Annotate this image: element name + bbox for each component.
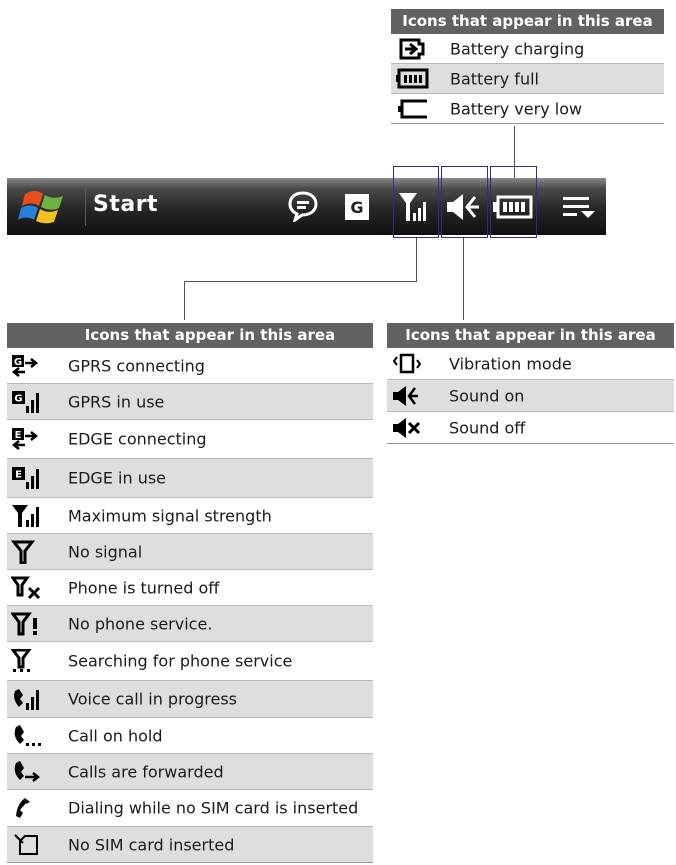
legend-label: No phone service. [68, 614, 213, 633]
legend-row [391, 94, 664, 124]
sound-legend-header: Icons that appear in this area [387, 323, 674, 348]
signal-legend-header: Icons that appear in this area [7, 323, 373, 348]
sound-on-icon [391, 384, 425, 408]
windows-logo-icon[interactable] [17, 188, 73, 226]
searching-service-icon [11, 649, 45, 673]
svg-text:G: G [350, 198, 364, 217]
legend-label: Battery very low [450, 99, 583, 118]
legend-row [391, 64, 664, 94]
legend-label: EDGE connecting [68, 429, 207, 449]
connector-line [416, 238, 417, 282]
legend-label: Searching for phone service [68, 651, 293, 671]
battery-very-low-icon [395, 97, 429, 121]
battery-charging-icon [395, 37, 429, 61]
legend-label: Dialing while no SIM card is inserted [68, 798, 359, 818]
taskbar [7, 178, 606, 235]
edge-in-use-icon [11, 466, 45, 490]
battery-highlight-box [490, 166, 537, 238]
legend-label: Sound on [449, 386, 525, 405]
legend-label: Battery charging [450, 39, 585, 58]
sound-off-icon [391, 416, 425, 440]
legend-label: EDGE in use [68, 468, 167, 488]
legend-row [7, 681, 373, 718]
connector-line [184, 281, 185, 320]
edge-connecting-icon [11, 427, 45, 451]
legend-label: GPRS in use [68, 392, 165, 411]
legend-row [387, 348, 674, 380]
call-on-hold-icon [11, 724, 45, 748]
sound-legend [387, 323, 674, 444]
legend-row [7, 348, 373, 384]
gprs-in-use-icon [11, 390, 45, 414]
message-bubble-icon[interactable] [287, 190, 319, 222]
legend-row [7, 827, 373, 863]
max-signal-icon [11, 504, 45, 528]
legend-row [387, 412, 674, 444]
calls-forwarded-icon [11, 760, 45, 784]
no-signal-icon [11, 540, 45, 564]
legend-label: No SIM card inserted [68, 835, 235, 854]
taskbar-divider [85, 186, 86, 226]
connector-line [184, 281, 417, 282]
legend-row [391, 34, 664, 64]
legend-row [7, 790, 373, 827]
svg-text:G: G [13, 356, 23, 368]
legend-row [7, 606, 373, 642]
signal-legend [7, 323, 373, 863]
battery-legend-header: Icons that appear in this area [391, 9, 664, 34]
menu-dropdown-icon[interactable] [561, 195, 597, 219]
phone-off-icon [11, 576, 45, 600]
battery-full-icon [395, 67, 429, 91]
legend-label: Calls are forwarded [68, 762, 224, 781]
svg-text:E: E [14, 430, 22, 441]
legend-row [7, 754, 373, 790]
signal-highlight-box [393, 166, 439, 238]
legend-label: Voice call in progress [68, 689, 237, 709]
legend-label: Vibration mode [449, 354, 572, 373]
legend-label: Maximum signal strength [68, 506, 272, 525]
legend-row [7, 498, 373, 534]
no-sim-icon [11, 833, 45, 857]
legend-row [7, 570, 373, 606]
legend-row [7, 459, 373, 498]
legend-row [7, 718, 373, 754]
legend-row [7, 534, 373, 570]
battery-legend [391, 9, 664, 124]
gprs-connecting-icon [11, 354, 45, 378]
gprs-g-icon[interactable] [345, 194, 369, 220]
sound-highlight-box [441, 166, 488, 238]
legend-label: Battery full [450, 69, 539, 88]
start-button[interactable]: Start [93, 192, 159, 217]
legend-label: Phone is turned off [68, 578, 220, 597]
legend-label: Call on hold [68, 726, 163, 745]
svg-text:G: G [14, 393, 23, 404]
legend-label: GPRS connecting [68, 356, 205, 375]
svg-text:E: E [15, 469, 22, 481]
legend-label: Sound off [449, 418, 526, 437]
legend-row [7, 420, 373, 459]
dialing-no-sim-icon [11, 796, 45, 820]
voice-call-icon [11, 687, 45, 711]
legend-row [7, 642, 373, 681]
legend-row [7, 384, 373, 420]
legend-label: No signal [68, 542, 143, 561]
connector-line [463, 238, 464, 320]
legend-row [387, 380, 674, 412]
no-phone-service-icon [11, 612, 45, 636]
vibration-mode-icon [391, 352, 425, 376]
